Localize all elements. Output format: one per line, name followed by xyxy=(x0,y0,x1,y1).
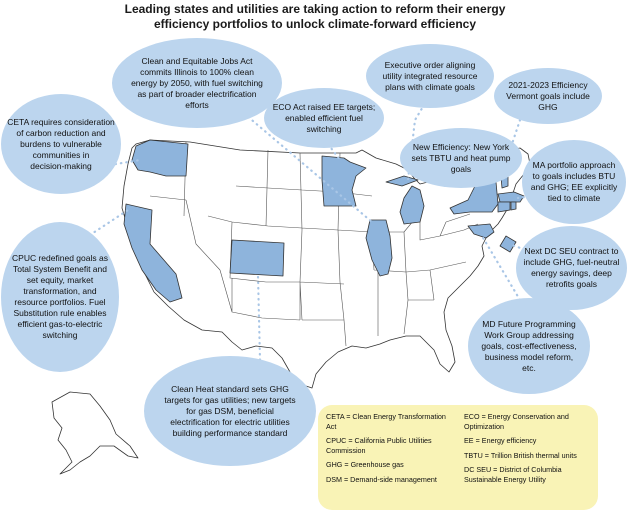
legend-entry xyxy=(326,436,456,455)
callout-illinois-line: efforts xyxy=(185,99,209,110)
state-colorado xyxy=(230,240,284,276)
legend-text: DSM = Demand-side management xyxy=(326,474,437,484)
callout-dc-line: include GHG, fuel-neutral xyxy=(523,257,620,267)
legend-text: CPUC = California Public Utilities xyxy=(326,436,432,445)
callout-minnesota-line: ECO Act raised EE targets; xyxy=(272,101,376,112)
legend-text: Commission xyxy=(326,445,366,455)
callout-california-line: transformation, and xyxy=(23,286,97,296)
callout-washington-line: of carbon reduction and xyxy=(16,127,106,138)
legend-entry xyxy=(464,436,594,446)
callout-colorado xyxy=(144,356,316,466)
callout-california-line: CPUC redefined goals as xyxy=(12,253,108,263)
callout-colorado-line: targets for gas utilities; new targets xyxy=(164,394,296,405)
callout-colorado-line: electrification for electric utilities xyxy=(170,416,290,427)
callout-dc-line: Next DC SEU contract to xyxy=(524,246,619,256)
callout-california xyxy=(1,222,119,372)
legend-entry xyxy=(326,412,456,431)
callout-illinois-line: commits Illinois to 100% clean xyxy=(140,66,254,77)
callout-illinois-line: as part of broader electrification xyxy=(137,88,257,99)
callout-maryland-line: MD Future Programming xyxy=(482,318,576,329)
legend-text: Optimization xyxy=(464,421,504,431)
legend-text: CETA = Clean Energy Transformation Act xyxy=(326,412,446,431)
callout-executive-order-line: utility integrated resource xyxy=(382,70,478,81)
callout-massachusetts-line: to goals includes BTU xyxy=(532,171,616,181)
callout-executive-order-line: plans with climate goals xyxy=(385,81,475,92)
state-alaska xyxy=(52,392,138,474)
callout-maryland-line: Work Group addressing xyxy=(484,329,574,340)
callout-california-line: set equity, market xyxy=(26,275,94,285)
title-line-2: efficiency portfolios to unlock climate-forward efficiency xyxy=(153,17,477,31)
legend-text: GHG = Greenhouse gas xyxy=(326,460,404,469)
callout-maryland-line: etc. xyxy=(522,362,536,373)
callout-california-line: Total System Benefit and xyxy=(12,264,107,274)
callout-vermont-line: Vermont goals include xyxy=(506,90,590,101)
legend-text: DC SEU = District of Columbia xyxy=(464,465,562,474)
callout-colorado-line: for gas DSM, beneficial xyxy=(186,405,274,416)
callout-vermont-line: GHG xyxy=(538,101,558,112)
legend-text: ECO = Energy Conservation and xyxy=(464,412,569,421)
callout-massachusetts-line: and GHG; EE explicitly xyxy=(530,182,618,192)
callout-minnesota-line: enabled efficient fuel xyxy=(285,112,363,123)
legend-column-right xyxy=(464,412,594,489)
callout-dc-line: retrofits goals xyxy=(545,279,597,289)
callout-massachusetts xyxy=(522,140,626,224)
legend-text: TBTU = Trillion British thermal units xyxy=(464,450,577,460)
state-massachusetts xyxy=(498,192,524,202)
callout-massachusetts-line: MA portfolio approach xyxy=(532,160,616,170)
acronym-legend xyxy=(318,405,598,510)
legend-entry xyxy=(326,475,456,485)
callout-new-york-line: goals xyxy=(450,163,472,174)
callout-maryland xyxy=(468,298,590,394)
callout-washington-line: decision-making xyxy=(30,160,92,171)
callout-new-york-line: sets TBTU and heat pump xyxy=(411,152,511,163)
legend-text: EE = Energy efficiency xyxy=(464,436,537,445)
callout-washington-line: communities in xyxy=(32,149,90,160)
callout-vermont xyxy=(494,68,602,124)
callout-minnesota-line: switching xyxy=(306,123,342,134)
callout-dc-line: energy savings, deep xyxy=(531,268,612,278)
state-dc xyxy=(500,236,516,252)
callout-executive-order-line: Executive order aligning xyxy=(384,59,476,70)
callout-maryland-line: goals, cost-effectiveness, xyxy=(481,340,577,351)
state-rhode-island xyxy=(511,202,516,210)
callout-washington xyxy=(1,94,121,194)
callout-colorado-line: building performance standard xyxy=(172,427,288,438)
legend-entry xyxy=(464,412,594,431)
callout-vermont-line: 2021-2023 Efficiency xyxy=(508,79,588,90)
callout-maryland-line: business model reform, xyxy=(484,351,574,362)
state-connecticut xyxy=(498,202,510,212)
callout-executive-order xyxy=(366,44,494,108)
callout-minnesota xyxy=(264,88,384,148)
legend-entry xyxy=(464,465,594,484)
callout-california-line: efficient gas-to-electric xyxy=(17,319,103,329)
callout-new-york xyxy=(400,128,522,188)
callout-california-line: Substitution rule enables xyxy=(13,308,107,318)
callout-illinois-line: Clean and Equitable Jobs Act xyxy=(141,55,253,66)
legend-entry xyxy=(464,451,594,461)
callout-washington-line: CETA requires consideration xyxy=(7,116,115,127)
legend-column-left xyxy=(326,412,456,489)
title-line-1: Leading states and utilities are taking action to reform their energy xyxy=(124,2,506,16)
state-washington xyxy=(132,140,188,176)
callout-new-york-line: New Efficiency: New York xyxy=(412,141,510,152)
connector-california xyxy=(90,210,128,235)
callout-washington-line: burdens to vulnerable xyxy=(20,138,102,149)
callout-illinois xyxy=(112,38,282,128)
callout-illinois-line: energy by 2050, with fuel switching xyxy=(131,77,263,88)
legend-entry xyxy=(326,460,456,470)
callout-california-line: resource portfolios. Fuel xyxy=(14,297,106,307)
callout-massachusetts-line: tied to climate xyxy=(547,193,601,203)
callout-california-line: switching xyxy=(42,330,78,340)
callout-colorado-line: Clean Heat standard sets GHG xyxy=(171,383,289,394)
legend-text: Sustainable Energy Utility xyxy=(464,474,546,484)
